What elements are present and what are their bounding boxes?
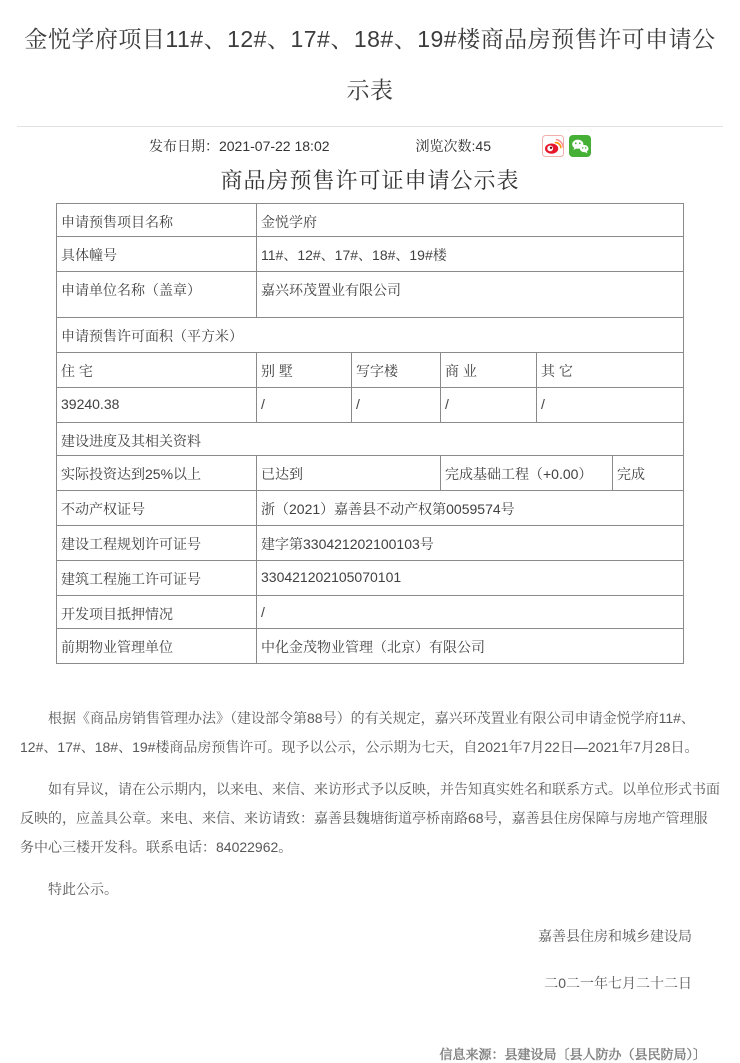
area-value: / xyxy=(441,388,537,423)
row-value: 完成基础工程（+0.00） xyxy=(441,456,613,491)
share-buttons xyxy=(537,135,591,157)
area-value: / xyxy=(537,388,684,423)
view-count-value: 45 xyxy=(475,138,491,154)
presale-permit-table xyxy=(56,203,684,664)
table-row xyxy=(57,561,684,596)
table-row xyxy=(57,423,684,456)
body-paragraph: 如有异议，请在公示期内，以来电、来信、来访形式予以反映，并告知真实姓名和联系方式。以单位形式书面反映的，应盖具公章。来电、来信、来访请致：嘉善县魏塘街道亭桥南路68号，嘉善县住房保障与房地产管理服务中心三楼开发科。联系电话：84022962。 xyxy=(20,781,720,855)
body-paragraph: 根据《商品房销售管理办法》（建设部令第88号）的有关规定，嘉兴环茂置业有限公司申请金悦学府11#、12#、17#、18#、19#楼商品房预售许可。现予以公示，公示期为七天，自2021年7月22日—2021年7月28日。 xyxy=(20,710,699,755)
row-value: 嘉兴环茂置业有限公司 xyxy=(257,272,684,318)
row-value: 金悦学府 xyxy=(257,204,684,237)
table-row xyxy=(57,596,684,629)
table-row xyxy=(57,388,684,423)
area-value: 39240.38 xyxy=(57,388,257,423)
wechat-share-icon[interactable] xyxy=(569,135,591,157)
table-row xyxy=(57,204,684,237)
body-paragraph: 特此公示。 xyxy=(48,881,118,897)
row-value: 完成 xyxy=(613,456,684,491)
publish-date-value: 2021-07-22 18:02 xyxy=(218,138,330,154)
page-title: 金悦学府项目11#、12#、17#、18#、19#楼商品房预售许可申请公示表 xyxy=(24,26,716,103)
table-row xyxy=(57,456,684,491)
info-source: 信息来源：县建设局〔县人防办（县民防局）〕 xyxy=(439,1047,706,1062)
row-label: 开发项目抵押情况 xyxy=(57,596,257,629)
weibo-share-icon[interactable] xyxy=(542,135,564,157)
row-value: / xyxy=(257,596,684,629)
row-label: 不动产权证号 xyxy=(57,491,257,526)
signature-date: 二0二一年七月二十二日 xyxy=(544,975,692,991)
notice-body xyxy=(0,704,740,998)
area-col-header: 住 宅 xyxy=(57,353,257,388)
row-value: 330421202105070101 xyxy=(257,561,684,596)
row-label: 申请预售项目名称 xyxy=(57,204,257,237)
view-count-label: 浏览次数: xyxy=(415,138,476,154)
table-row xyxy=(57,526,684,561)
title-divider xyxy=(17,126,723,127)
table-row xyxy=(57,491,684,526)
row-label: 实际投资达到25%以上 xyxy=(57,456,257,491)
area-col-header: 写字楼 xyxy=(352,353,441,388)
row-value: 中化金茂物业管理（北京）有限公司 xyxy=(257,629,684,664)
area-col-header: 其 它 xyxy=(537,353,684,388)
section-header: 建设进度及其相关资料 xyxy=(57,423,684,456)
area-col-header: 别 墅 xyxy=(257,353,352,388)
table-row xyxy=(57,629,684,664)
signature-org: 嘉善县住房和城乡建设局 xyxy=(538,928,692,944)
meta-row xyxy=(0,130,740,162)
row-value: 11#、12#、17#、18#、19#楼 xyxy=(257,237,684,272)
table-title: 商品房预售许可证申请公示表 xyxy=(220,168,520,193)
table-row xyxy=(57,272,684,318)
view-count xyxy=(416,136,491,156)
row-value: 已达到 xyxy=(257,456,441,491)
table-row xyxy=(57,237,684,272)
row-label: 具体幢号 xyxy=(57,237,257,272)
row-label: 申请单位名称（盖章） xyxy=(57,272,257,318)
table-row xyxy=(57,353,684,388)
row-label: 建筑工程施工许可证号 xyxy=(57,561,257,596)
section-header: 申请预售许可面积（平方米） xyxy=(57,318,684,353)
area-value: / xyxy=(352,388,441,423)
table-row xyxy=(57,318,684,353)
area-value: / xyxy=(257,388,352,423)
publish-date-label: 发布日期： xyxy=(148,138,219,154)
publish-date xyxy=(149,136,330,156)
row-label: 建设工程规划许可证号 xyxy=(57,526,257,561)
row-label: 前期物业管理单位 xyxy=(57,629,257,664)
row-value: 建字第330421202100103号 xyxy=(257,526,684,561)
area-col-header: 商 业 xyxy=(441,353,537,388)
row-value: 浙（2021）嘉善县不动产权第0059574号 xyxy=(257,491,684,526)
